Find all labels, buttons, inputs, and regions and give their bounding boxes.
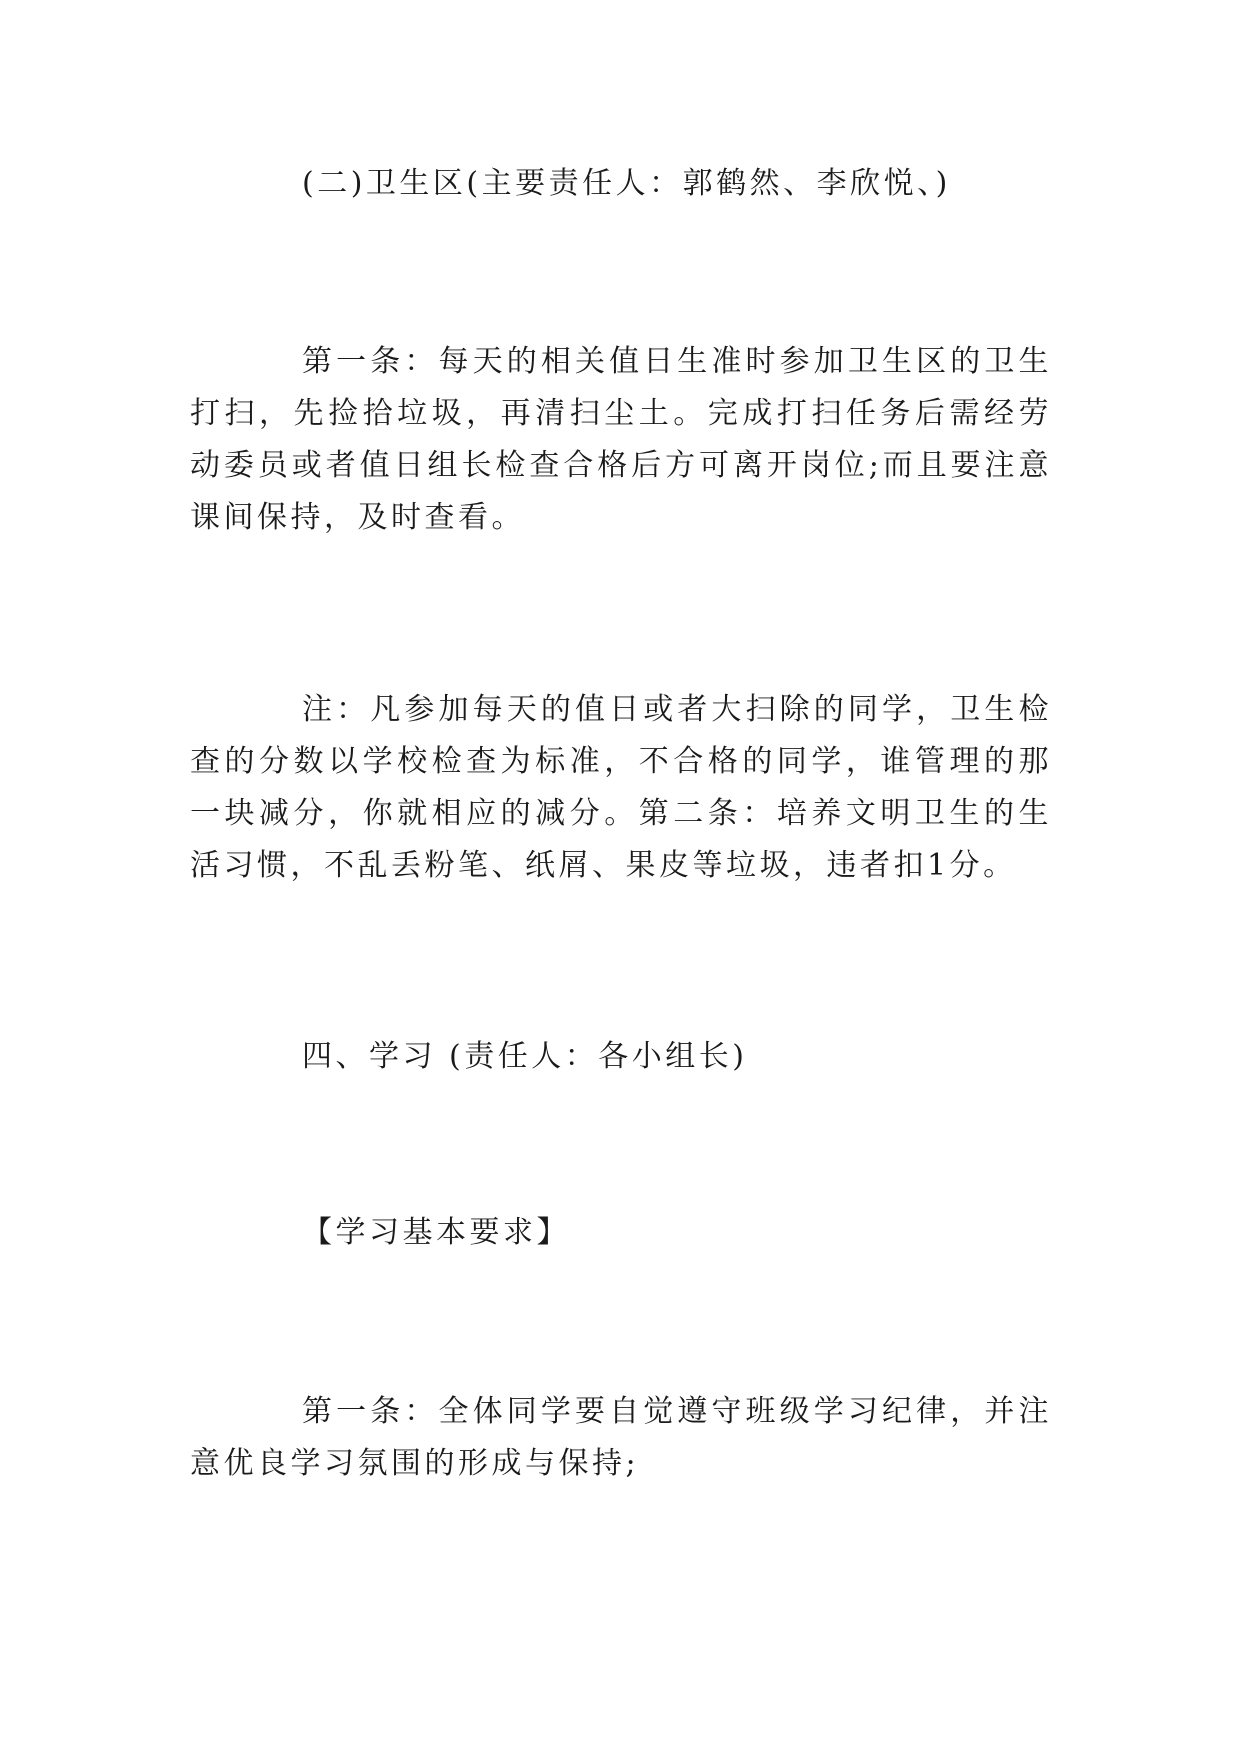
paragraph-note: 注：凡参加每天的值日或者大扫除的同学，卫生检查的分数以学校检查为标准，不合格的同学，谁管理的那一块减分，你就相应的减分。第二条：培养文明卫生的生活习惯，不乱丢粉笔、纸屑、果皮等垃圾，违者扣1分。 bbox=[190, 692, 1052, 883]
section-heading: (二)卫生区(主要责任人：郭鹤然、李欣悦、) bbox=[302, 166, 951, 201]
paragraph-study-rule-1: 第一条：全体同学要自觉遵守班级学习纪律，并注意优良学习氛围的形成与保持; bbox=[190, 1394, 1052, 1481]
section-4-heading: 四、学习 (责任人：各小组长) bbox=[302, 1039, 748, 1074]
study-requirements-heading: 【学习基本要求】 bbox=[302, 1215, 570, 1250]
paragraph-rule-1: 第一条：每天的相关值日生准时参加卫生区的卫生打扫，先捡拾垃圾，再清扫尘土。完成打扫任务后需经劳动委员或者值日组长检查合格后方可离开岗位;而且要注意课间保持，及时查看。 bbox=[190, 344, 1052, 535]
